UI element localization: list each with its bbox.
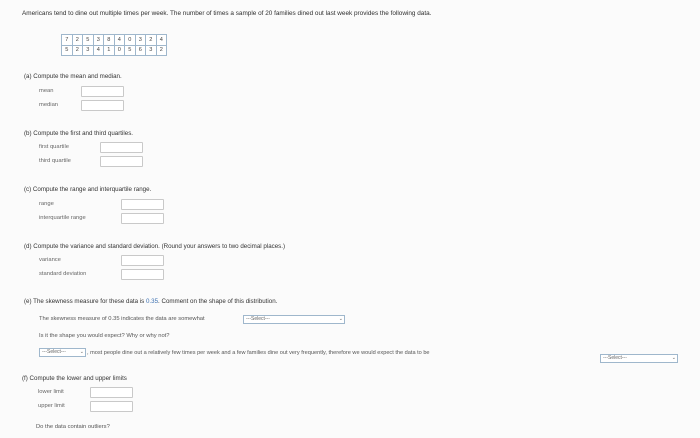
- upper-limit-label: upper limit: [38, 403, 65, 409]
- data-table-cell: 1: [104, 45, 115, 56]
- part-c-heading: (c) Compute the range and interquartile range.: [24, 186, 152, 193]
- range-input[interactable]: [121, 199, 164, 210]
- median-label: median: [39, 102, 59, 108]
- third-quartile-label: third quartile: [39, 158, 71, 164]
- chevron-down-icon: ⌄: [79, 349, 84, 355]
- range-label: range: [39, 201, 54, 207]
- variance-input[interactable]: [121, 255, 164, 266]
- part-b-heading: (b) Compute the first and third quartiles.: [24, 130, 134, 137]
- data-table-row: [62, 35, 167, 46]
- sd-input[interactable]: [121, 269, 164, 280]
- part-e-heading-pre: (e) The skewness measure for these data is: [24, 298, 146, 305]
- lower-limit-label: lower limit: [38, 389, 64, 395]
- data-table-cell: 2: [156, 45, 167, 56]
- data-table-cell: 7: [62, 35, 73, 46]
- part-f-heading: (f) Compute the lower and upper limits: [22, 375, 127, 382]
- data-table-cell: 4: [156, 35, 167, 46]
- skewness-value: 0.35: [145, 298, 159, 305]
- shape-expectation-question: Is it the shape you would expect? Why or why not?: [39, 333, 170, 339]
- shape-expected-select[interactable]: [39, 348, 86, 357]
- outliers-question: Do the data contain outliers?: [36, 424, 110, 430]
- data-table-cell: 0: [114, 45, 125, 56]
- skewness-shape-select-value: ---Select---: [246, 316, 270, 322]
- data-table-row: [62, 45, 167, 56]
- data-table-cell: 2: [72, 45, 83, 56]
- data-table-cell: 2: [146, 35, 157, 46]
- lower-limit-input[interactable]: [90, 387, 133, 398]
- variance-label: variance: [39, 257, 61, 263]
- skewness-statement: The skewness measure of 0.35 indicates the data are somewhat: [39, 316, 205, 322]
- upper-limit-input[interactable]: [90, 401, 133, 412]
- data-table-cell: 4: [93, 45, 104, 56]
- intro-text: Americans tend to dine out multiple times per week. The number of times a sample of 20 families dined out last week provides the following data.: [22, 10, 432, 17]
- part-a-heading: (a) Compute the mean and median.: [24, 73, 122, 80]
- data-table-cell: 3: [93, 35, 104, 46]
- sd-label: standard deviation: [39, 271, 87, 277]
- data-table-cell: 5: [83, 35, 94, 46]
- data-table-cell: 8: [104, 35, 115, 46]
- data-table: [61, 34, 167, 56]
- data-table-cell: 4: [114, 35, 125, 46]
- chevron-down-icon: ⌄: [338, 316, 343, 322]
- data-table-cell: 5: [125, 45, 136, 56]
- first-quartile-input[interactable]: [100, 142, 143, 153]
- part-e-heading: [24, 298, 277, 305]
- data-table-cell: 5: [62, 45, 73, 56]
- chevron-down-icon: ⌄: [671, 355, 676, 361]
- third-quartile-input[interactable]: [100, 156, 143, 167]
- iqr-label: interquartile range: [39, 215, 86, 221]
- data-table-cell: 3: [135, 35, 146, 46]
- median-input[interactable]: [81, 100, 124, 111]
- data-table-cell: 3: [83, 45, 94, 56]
- skewness-shape-select[interactable]: [243, 315, 345, 324]
- shape-expected-select-value: ---Select---: [42, 349, 66, 355]
- expected-shape-select-value: ---Select---: [603, 355, 627, 361]
- data-table-cell: 6: [135, 45, 146, 56]
- mean-label: mean: [39, 88, 54, 94]
- mean-input[interactable]: [81, 86, 124, 97]
- data-table-cell: 2: [72, 35, 83, 46]
- part-e-heading-post: . Comment on the shape of this distribution.: [158, 298, 278, 305]
- expected-shape-select[interactable]: [600, 354, 678, 363]
- shape-explanation-text: , most people dine out a relatively few times per week and a few families dine out very frequently, therefore we would expect the data to be: [87, 350, 430, 356]
- data-table-cell: 0: [125, 35, 136, 46]
- first-quartile-label: first quartile: [39, 144, 69, 150]
- data-table-cell: 3: [146, 45, 157, 56]
- iqr-input[interactable]: [121, 213, 164, 224]
- part-d-heading: (d) Compute the variance and standard deviation. (Round your answers to two decimal places.): [24, 243, 286, 250]
